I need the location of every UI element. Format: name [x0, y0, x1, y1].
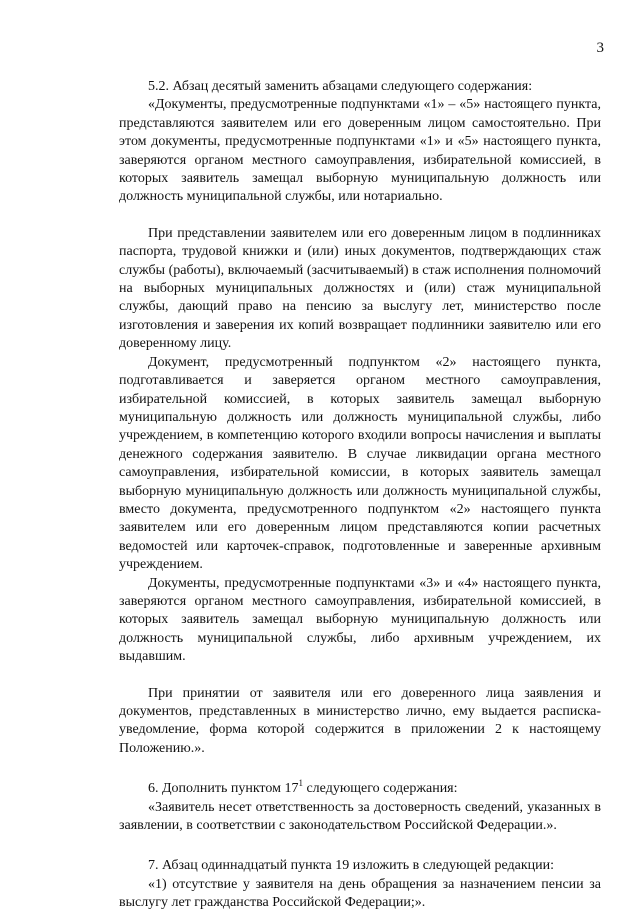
p6-superscript: 1 [298, 777, 303, 788]
paragraph-gap [119, 758, 601, 780]
paragraph-7-heading: 7. Абзац одиннадцатый пункта 19 изложить в следующей редакции: [148, 858, 555, 874]
p6-text-before: 6. Дополнить пунктом 17 [148, 781, 299, 797]
paragraph-6-heading [119, 777, 601, 798]
paragraph-document-subpoint-2: Документ, предусмотренный подпунктом «2» настоящего пункта, подготавливается и заверяется органом местного самоуправления, избирательной комиссией, в которых заявитель замещал выборную муниципальную должность или должность муниципальной службы, либо учреждением, в компетенцию которого входили вопросы начисления и выплаты денежного содержания заявителю. В случае ликвидации органа местного самоуправления, избирательной комиссии, в которых заявитель замещал выборную муниципальную должность или должность муниципальной службы, вместо документа, предусмотренного подпунктом «2» настоящего пункта заявителем или его доверенным лицом представляются копии расчетных ведомостей или карточек-справок, подготовленные и заверенные архивным учреждением. [119, 354, 601, 573]
paragraph-gap [119, 667, 601, 685]
paragraph-gap [119, 835, 601, 857]
p6-text-after: следующего содержания: [302, 781, 458, 797]
page-number: 3 [596, 40, 604, 56]
paragraph-documents-subpoints-1-5: «Документы, предусмотренные подпунктами «1» – «5» настоящего пункта, представляются заявителем или его доверенным лицом самостоятельно. При этом документы, предусмотренные подпунктами «1» и «5» настоящего пункта, заверяются органом местного самоуправления, избирательной комиссией, в которых заявитель замещал выборную муниципальную должность или должность муниципальной службы, или нотариально. [119, 97, 601, 205]
paragraph-5-2-heading: 5.2. Абзац десятый заменить абзацами следующего содержания: [148, 79, 533, 94]
paragraph-gap [119, 207, 601, 225]
paragraph-receipt-notice: При принятии от заявителя или его доверенного лица заявления и документов, представленных в министерство лично, ему выдается расписка-уведомление, форма которой содержится в приложении 2 к настоящему Положению.». [119, 685, 601, 756]
document-body [119, 78, 601, 913]
paragraph-originals-return: При представлении заявителем или его доверенным лицом в подлинниках паспорта, трудовой книжки и (или) иных документов, подтверждающих стаж службы (работы), включаемый (засчитываемый) в стаж исполнения полномочий на выборных муниципальных должностях и (или) стаж муниципальной службы, дающий право на пенсию за выслугу лет, министерство после изготовления и заверения их копий возвращает подлинники заявителю или его доверенному лицу. [119, 225, 601, 352]
paragraph-citizenship-absence: «1) отсутствие у заявителя на день обращения за назначением пенсии за выслугу лет гражданства Российской Федерации;». [119, 876, 601, 911]
paragraph-documents-subpoints-3-4: Документы, предусмотренные подпунктами «3» и «4» настоящего пункта, заверяются органом местного самоуправления, избирательной комиссией, в которых заявитель замещал выборную муниципальную должность или должность муниципальной службы, либо архивным учреждением, их выдавшим. [119, 575, 601, 665]
paragraph-applicant-responsibility: «Заявитель несет ответственность за достоверность сведений, указанных в заявлении, в соответствии с законодательством Российской Федерации.». [119, 799, 601, 834]
